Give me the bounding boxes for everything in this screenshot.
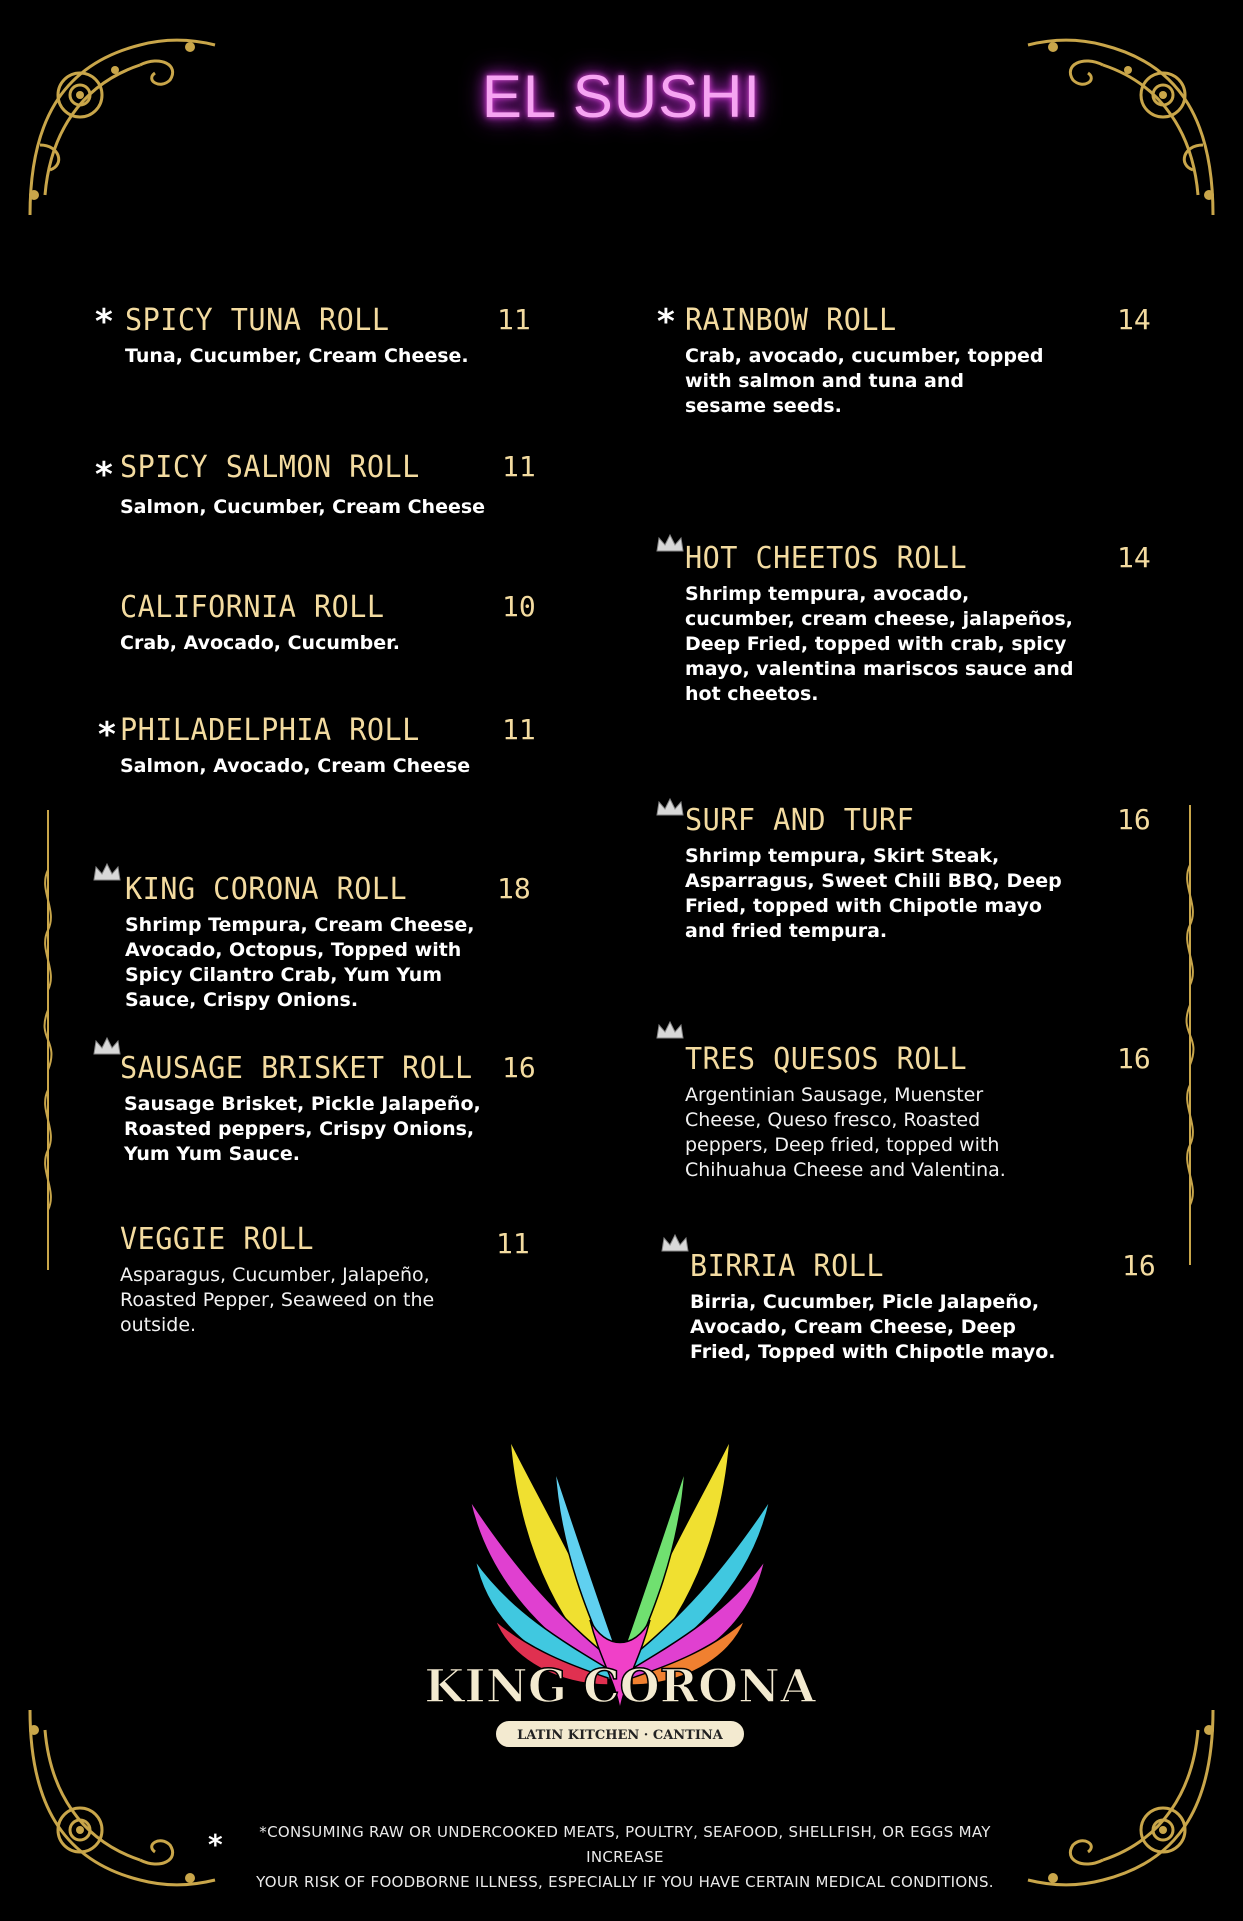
item-name: PHILADELPHIA ROLL [120,713,420,748]
item-description: Salmon, Avocado, Cream Cheese [120,755,471,777]
disclaimer-line-2: YOUR RISK OF FOODBORNE ILLNESS, ESPECIALLY IF YOU HAVE CERTAIN MEDICAL CONDITIONS. [256,1873,994,1891]
item-description: Crab, avocado, cucumber, topped with salmon and tuna and sesame seeds. [685,345,1044,417]
asterisk-icon: * [208,1828,223,1861]
item-price: 16 [502,1051,536,1084]
asterisk-icon: * [98,715,116,755]
item-description: Shrimp tempura, avocado, cucumber, cream cheese, jalapeños, Deep Fried, topped with crab, spicy mayo, valentina mariscos sauce and hot cheetos. [685,583,1074,705]
asterisk-icon: * [95,302,113,342]
item-description: Salmon, Cucumber, Cream Cheese [120,496,486,518]
item-description: Shrimp Tempura, Cream Cheese, Avocado, Octopus, Topped with Spicy Cilantro Crab, Yum Yum Sauce, Crispy Onions. [125,914,475,1011]
item-name: SPICY SALMON ROLL [120,450,420,485]
ornament-side-right [1180,805,1200,1265]
menu-item-rainbow-roll [685,303,1151,419]
ornament-corner-icon [1023,25,1223,225]
menu-item-tres-quesos-roll [685,1042,1151,1183]
crown-icon [655,1020,685,1042]
menu-item-spicy-tuna-roll [125,303,531,369]
asterisk-icon: * [657,302,675,342]
menu-item-surf-and-turf [685,803,1151,944]
disclaimer-line-1: *CONSUMING RAW OR UNDERCOOKED MEATS, POULTRY, SEAFOOD, SHELLFISH, OR EGGS MAY INCREASE [259,1823,991,1866]
item-name: KING CORONA ROLL [125,872,408,907]
item-price: 16 [1122,1249,1156,1282]
item-name: SURF AND TURF [685,803,915,838]
crown-icon [92,1036,122,1058]
menu-title: EL SUSHI [481,63,762,130]
item-description: Sausage Brisket, Pickle Jalapeño, Roasted peppers, Crispy Onions, Yum Yum Sauce. [124,1093,481,1165]
ornament-corner-icon [1023,1700,1223,1900]
item-name: TRES QUESOS ROLL [685,1042,968,1077]
item-description: Asparagus, Cucumber, Jalapeño, Roasted Pepper, Seaweed on the outside. [120,1264,435,1336]
crown-icon [655,533,685,555]
item-name: BIRRIA ROLL [690,1249,884,1284]
ornament-side-left [38,810,58,1270]
item-description: Shrimp tempura, Skirt Steak, Asparragus, Sweet Chili BBQ, Deep Fried, topped with Chipotle mayo and fried tempura. [685,845,1062,942]
ornament-corner-icon [20,1700,220,1900]
menu-item-california-roll [120,590,536,656]
logo-brand-text: KING CORONA [424,1659,816,1713]
item-name: SPICY TUNA ROLL [125,303,390,338]
item-price: 16 [1117,803,1151,836]
item-price: 18 [497,872,531,905]
asterisk-icon: * [95,455,113,495]
item-price: 11 [502,713,536,746]
crown-icon [655,797,685,819]
crown-icon [660,1233,690,1255]
item-price: 11 [496,1227,530,1260]
ornament-corner-icon [20,25,220,225]
menu-item-sausage-brisket-roll [120,1051,536,1167]
item-name: HOT CHEETOS ROLL [685,541,968,576]
item-name: RAINBOW ROLL [685,303,897,338]
item-description: Crab, Avocado, Cucumber. [120,632,401,654]
crown-icon [92,862,122,884]
item-description: Tuna, Cucumber, Cream Cheese. [125,345,469,367]
wings-logo-icon [424,1440,816,1780]
item-price: 14 [1117,541,1151,574]
menu-item-birria-roll [690,1249,1156,1365]
menu-item-philadelphia-roll [120,713,536,779]
item-description: Argentinian Sausage, Muenster Cheese, Queso fresco, Roasted peppers, Deep fried, topped with Chihuahua Cheese and Valentina. [685,1084,1006,1181]
disclaimer [225,1820,1025,1895]
menu-item-hot-cheetos-roll [685,541,1151,707]
item-description: Birria, Cucumber, Picle Jalapeño, Avocado, Cream Cheese, Deep Fried, Topped with Chipotle mayo. [690,1291,1056,1363]
menu-item-king-corona-roll [125,872,531,1013]
item-name: SAUSAGE BRISKET ROLL [120,1051,473,1086]
item-name: CALIFORNIA ROLL [120,590,385,625]
item-name: VEGGIE ROLL [120,1222,314,1257]
item-price: 14 [1117,303,1151,336]
menu-item-spicy-salmon-roll [120,450,536,520]
item-price: 10 [502,590,536,623]
item-price: 16 [1117,1042,1151,1075]
item-price: 11 [502,450,536,483]
logo-tagline-text: LATIN KITCHEN · CANTINA [517,1728,723,1743]
item-price: 11 [497,303,531,336]
menu-item-veggie-roll [120,1222,530,1338]
